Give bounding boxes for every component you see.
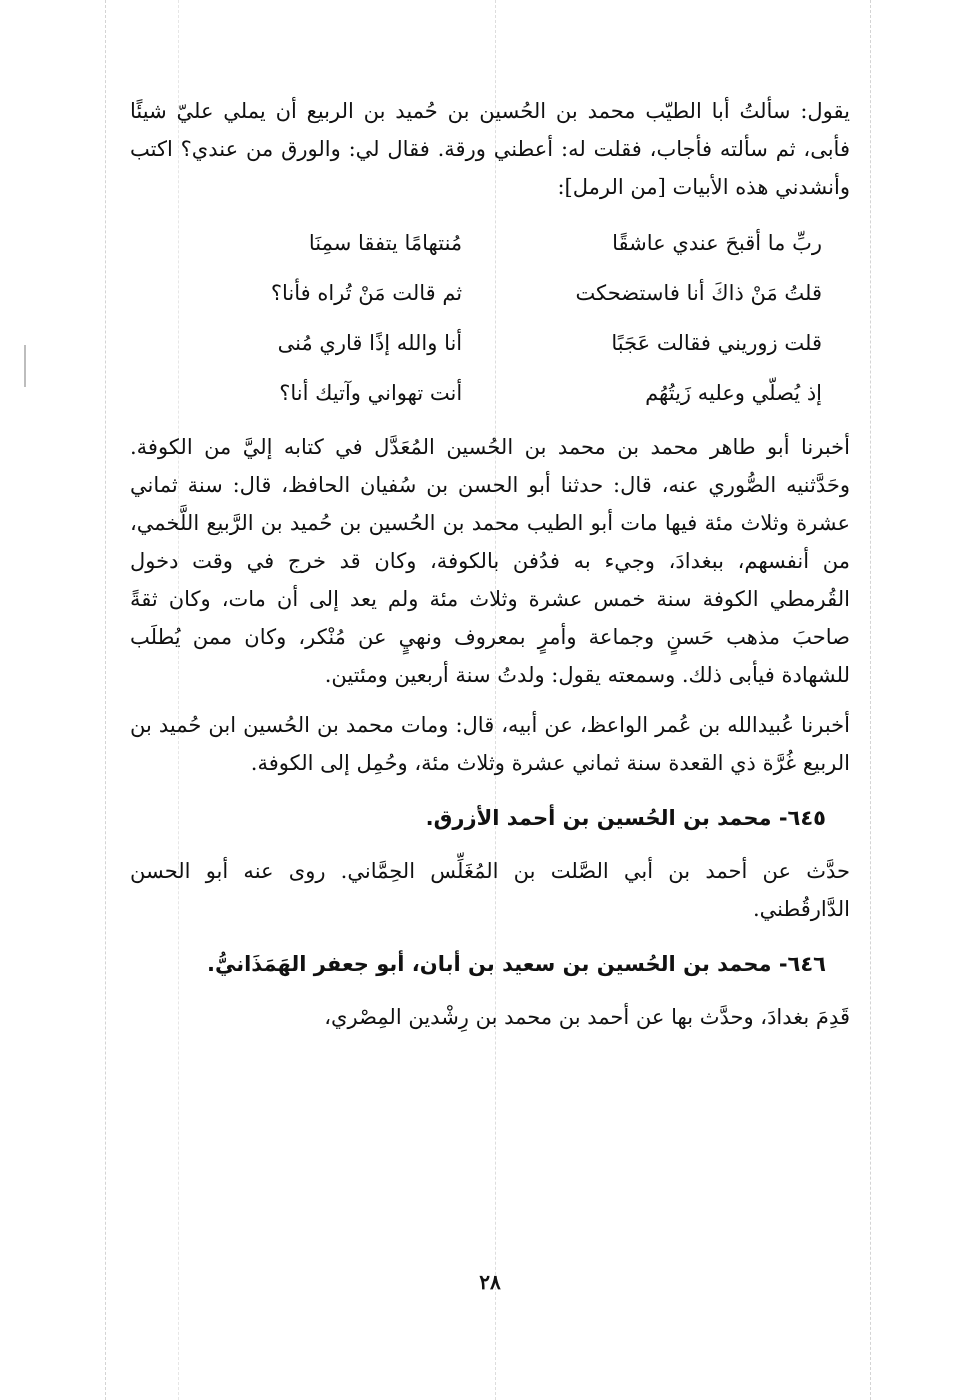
- paragraph-report-1: أخبرنا أبو طاهر محمد بن محمد بن الحُسين المُعَدَّل في كتابه إليَّ من الكوفة. وحَدَّثنيه الصُّوري عنه، قال: حدثنا أبو الحسن بن سُفيان الحافظ، قال: سنة ثماني عشرة وثلاث مئة فيها مات أبو الطيب محمد بن الحُسين بن حُميد بن الرَّبيع اللَّخمي، من أنفسهم، ببغدادَ، وجيء به فدُفن بالكوفة، وكان قد خرج في وقت دخول القُرمطي الكوفة سنة خمس عشرة وثلاث مئة ولم يعد إلى أن مات، وكان ثقةً صاحبَ مذهب حَسنٍ وجماعة وأمرٍ بمعروف ونهيٍ عن مُنْكر، وكان ممن يُطلَب للشهادة فيأبى ذلك. وسمعته يقول: ولدتُ سنة أربعين ومئتين.: [130, 435, 850, 687]
- paragraph-report-2: أخبرنا عُبيدالله بن عُمر الواعظ، عن أبيه، قال: ومات محمد بن الحُسين ابن حُميد بن الربيع غُرَّة ذي القعدة سنة ثماني عشرة وثلاث مئة، وحُمِل إلى الكوفة.: [130, 713, 850, 775]
- poem-verse: [130, 368, 850, 418]
- page-number: ٢٨: [479, 1270, 501, 1294]
- verse-second-half: أنا والله إذًا قاري مُنى: [277, 331, 463, 355]
- poem: [130, 218, 850, 418]
- poem-verse: [130, 268, 850, 318]
- verse-second-half: ثم قالت مَنْ تُراه فأنا؟: [270, 281, 463, 305]
- entry-heading-646: ٦٤٦- محمد بن الحُسين بن سعيد بن أبان، أبو جعفر الهَمَذَانيُّ.: [207, 952, 826, 976]
- verse-first-half: إذ يُصلّي وعليه زَيتُهُم: [645, 381, 822, 405]
- paragraph-intro: يقول: سألتُ أبا الطيّب محمد بن الحُسين بن حُميد بن الربيع أن يملي عليّ شيئًا فأبى، ثم سألته فأجاب، فقلت له: أعطني ورقة. فقال لي: والورق من عندي؟ اكتب وأنشدني هذه الأبيات [من الرمل]:: [130, 99, 850, 199]
- scan-guide-line: [105, 0, 106, 1400]
- verse-first-half: قلتُ مَنْ ذاكَ أنا فاستضحكت: [575, 281, 822, 305]
- scan-guide-line: [870, 0, 871, 1400]
- verse-first-half: قلت زوريني فقالت عَجَبًا: [611, 331, 822, 355]
- margin-mark: [24, 345, 26, 387]
- entry-heading-645: ٦٤٥- محمد بن الحُسين بن أحمد الأزرق.: [425, 806, 826, 830]
- poem-verse: [130, 218, 850, 268]
- entry-text-645: حدَّث عن أحمد بن أبي الصَّلت بن المُغَلِّس الحِمَّاني. روى عنه أبو الحسن الدَّارقُطني.: [130, 859, 850, 921]
- verse-second-half: مُنتهامًا يتفقا سمِنَا: [308, 231, 463, 255]
- page-body: [130, 92, 850, 1048]
- verse-first-half: ربِّ ما أقبحَ عندي عاشقًا: [612, 231, 822, 255]
- entry-text-646: قَدِمَ بغدادَ، وحدَّث بها عن أحمد بن محمد بن رِشْدين المِصْري،: [324, 1005, 850, 1029]
- poem-verse: [130, 318, 850, 368]
- verse-second-half: أنت تهواني وآتيك أنا؟: [279, 381, 463, 405]
